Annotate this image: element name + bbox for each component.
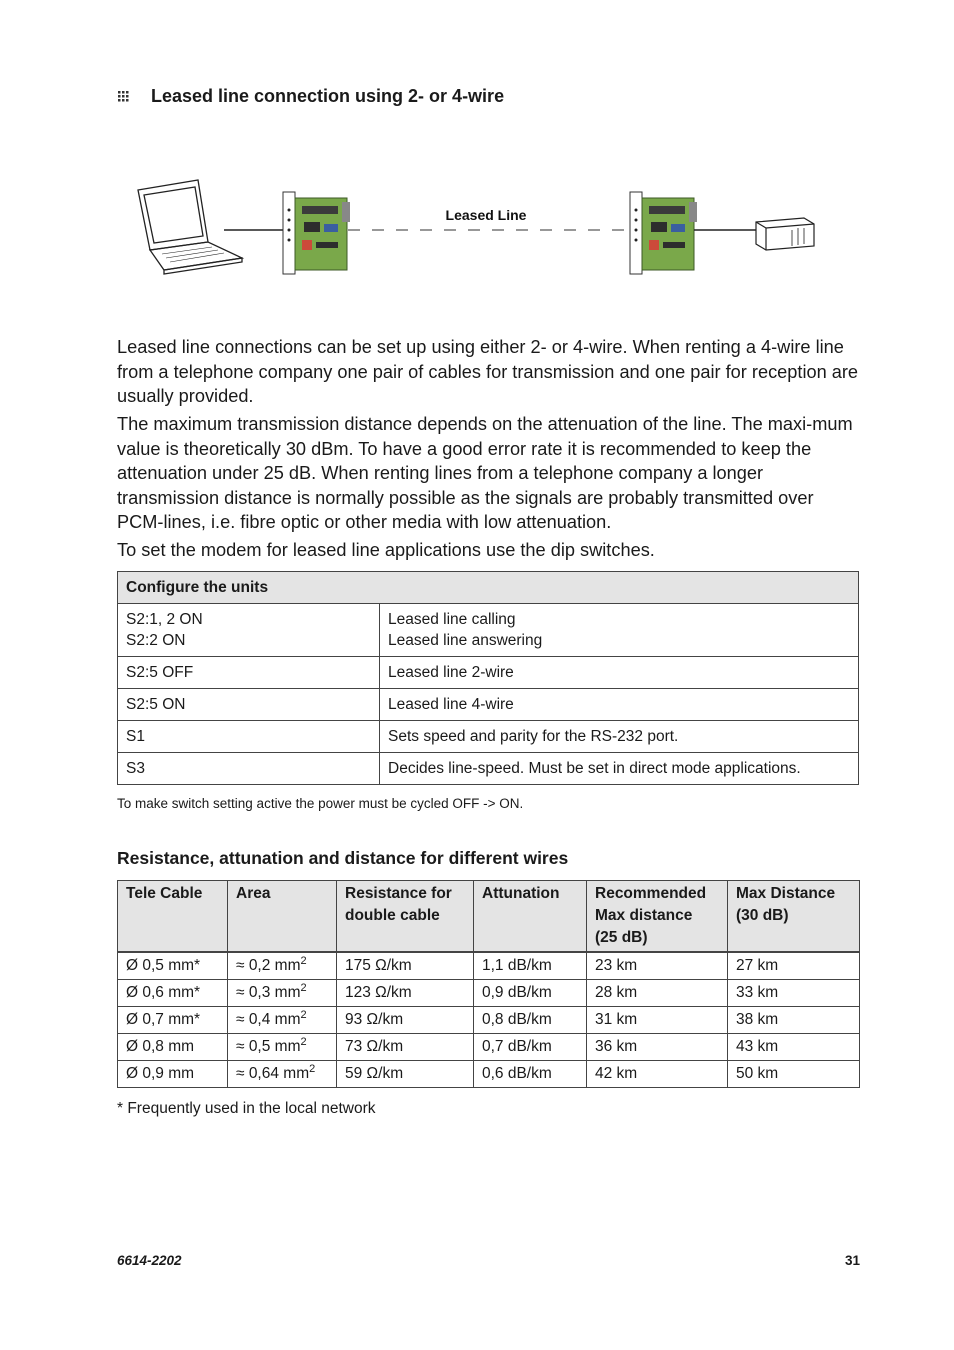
table-row xyxy=(118,657,859,689)
column-header: Max Distance (30 dB) xyxy=(728,881,860,953)
cable-cell: Ø 0,9 mm xyxy=(118,1061,228,1088)
recommended-distance-cell: 31 km xyxy=(587,1007,728,1034)
modem-card-icon xyxy=(630,192,697,274)
area-exponent: 2 xyxy=(300,1035,307,1048)
attenuation-cell: 0,9 dB/km xyxy=(474,980,587,1007)
paragraph-dip-switches: To set the modem for leased line applications use the dip switches. xyxy=(117,540,655,560)
section-heading xyxy=(118,86,504,107)
footnote: * Frequently used in the local network xyxy=(117,1100,376,1117)
table-row xyxy=(118,721,859,753)
description-cell xyxy=(380,604,859,657)
document-number: 6614-2202 xyxy=(117,1253,182,1268)
setting-cell: S1 xyxy=(118,721,380,753)
column-header: Area xyxy=(228,881,337,953)
description-cell: Leased line 4-wire xyxy=(380,689,859,721)
max-distance-cell: 50 km xyxy=(728,1061,860,1088)
attenuation-cell: 0,7 dB/km xyxy=(474,1034,587,1061)
column-header: Attunation xyxy=(474,881,587,953)
area-value: ≈ 0,64 mm xyxy=(236,1065,310,1082)
table-row xyxy=(118,689,859,721)
table-row xyxy=(118,980,860,1007)
recommended-distance-cell: 36 km xyxy=(587,1034,728,1061)
modem-card-icon xyxy=(283,192,350,274)
max-distance-cell: 38 km xyxy=(728,1007,860,1034)
area-value: ≈ 0,3 mm xyxy=(236,984,301,1001)
setting-text: S2:1, 2 ON xyxy=(126,611,203,628)
resistance-cell: 93 Ω/km xyxy=(337,1007,474,1034)
table-row xyxy=(118,952,860,980)
area-cell xyxy=(228,1061,337,1088)
area-cell xyxy=(228,1007,337,1034)
config-table-title: Configure the units xyxy=(118,572,859,604)
grid-bullet-icon xyxy=(118,90,132,104)
setting-cell: S3 xyxy=(118,753,380,785)
setting-text: S2:2 ON xyxy=(126,632,186,649)
area-value: ≈ 0,4 mm xyxy=(236,1011,301,1028)
description-text: Leased line calling xyxy=(388,611,516,628)
area-value: ≈ 0,5 mm xyxy=(236,1038,301,1055)
table-row xyxy=(118,1034,860,1061)
resistance-cell: 59 Ω/km xyxy=(337,1061,474,1088)
paragraph-intro: Leased line connections can be set up using either 2- or 4-wire. When renting a 4-wire line from a telephone company one pair of cables for transmission and one pair for reception are usually provided. xyxy=(117,337,859,406)
setting-cell: S2:5 OFF xyxy=(118,657,380,689)
max-distance-cell: 27 km xyxy=(728,952,860,980)
table-header-row xyxy=(118,881,860,953)
column-header: Resistance for double cable xyxy=(337,881,474,953)
wire-table xyxy=(117,880,860,1088)
laptop-icon xyxy=(138,180,242,274)
table-row xyxy=(118,753,859,785)
table-row xyxy=(118,1061,860,1088)
cable-cell: Ø 0,5 mm* xyxy=(118,952,228,980)
config-table xyxy=(117,571,859,785)
recommended-distance-cell: 23 km xyxy=(587,952,728,980)
power-cycle-note: To make switch setting active the power must be cycled OFF -> ON. xyxy=(117,796,524,811)
description-cell: Leased line 2-wire xyxy=(380,657,859,689)
recommended-distance-cell: 28 km xyxy=(587,980,728,1007)
column-header: Recommended Max distance (25 dB) xyxy=(587,881,728,953)
resistance-cell: 175 Ω/km xyxy=(337,952,474,980)
area-cell xyxy=(228,1034,337,1061)
page-number: 31 xyxy=(844,1253,860,1268)
table-row xyxy=(118,604,859,657)
description-text: Leased line answering xyxy=(388,632,543,649)
area-exponent: 2 xyxy=(300,981,307,994)
description-cell: Decides line-speed. Must be set in direct mode applications. xyxy=(380,753,859,785)
area-exponent: 2 xyxy=(309,1062,316,1075)
cable-cell: Ø 0,8 mm xyxy=(118,1034,228,1061)
device-icon xyxy=(756,218,814,250)
resistance-cell: 73 Ω/km xyxy=(337,1034,474,1061)
leased-line-label: Leased Line xyxy=(445,207,527,223)
paragraph-distance: The maximum transmission distance depends on the attenuation of the line. The maxi-mum value is theoretically 30 dBm. To have a good error rate it is recommended to keep the attenuation under 25 dB. When renting lines from a telephone company a longer transmission distance is normally possible as the signals are probably transmitted over PCM-lines, i.e. fibre optic or other media with low attenuation. xyxy=(117,414,853,532)
max-distance-cell: 33 km xyxy=(728,980,860,1007)
area-cell xyxy=(228,952,337,980)
max-distance-cell: 43 km xyxy=(728,1034,860,1061)
cable-cell: Ø 0,7 mm* xyxy=(118,1007,228,1034)
description-cell: Sets speed and parity for the RS-232 port. xyxy=(380,721,859,753)
setting-cell xyxy=(118,604,380,657)
attenuation-cell: 0,8 dB/km xyxy=(474,1007,587,1034)
section-heading-text: Leased line connection using 2- or 4-wire xyxy=(151,86,505,106)
recommended-distance-cell: 42 km xyxy=(587,1061,728,1088)
column-header: Tele Cable xyxy=(118,881,228,953)
cable-cell: Ø 0,6 mm* xyxy=(118,980,228,1007)
area-exponent: 2 xyxy=(300,954,307,967)
area-cell xyxy=(228,980,337,1007)
resistance-cell: 123 Ω/km xyxy=(337,980,474,1007)
table-row xyxy=(118,1007,860,1034)
wire-table-heading: Resistance, attunation and distance for different wires xyxy=(117,848,569,868)
attenuation-cell: 0,6 dB/km xyxy=(474,1061,587,1088)
leased-line-diagram xyxy=(120,170,840,290)
attenuation-cell: 1,1 dB/km xyxy=(474,952,587,980)
setting-cell: S2:5 ON xyxy=(118,689,380,721)
area-exponent: 2 xyxy=(300,1008,307,1021)
area-value: ≈ 0,2 mm xyxy=(236,957,301,974)
